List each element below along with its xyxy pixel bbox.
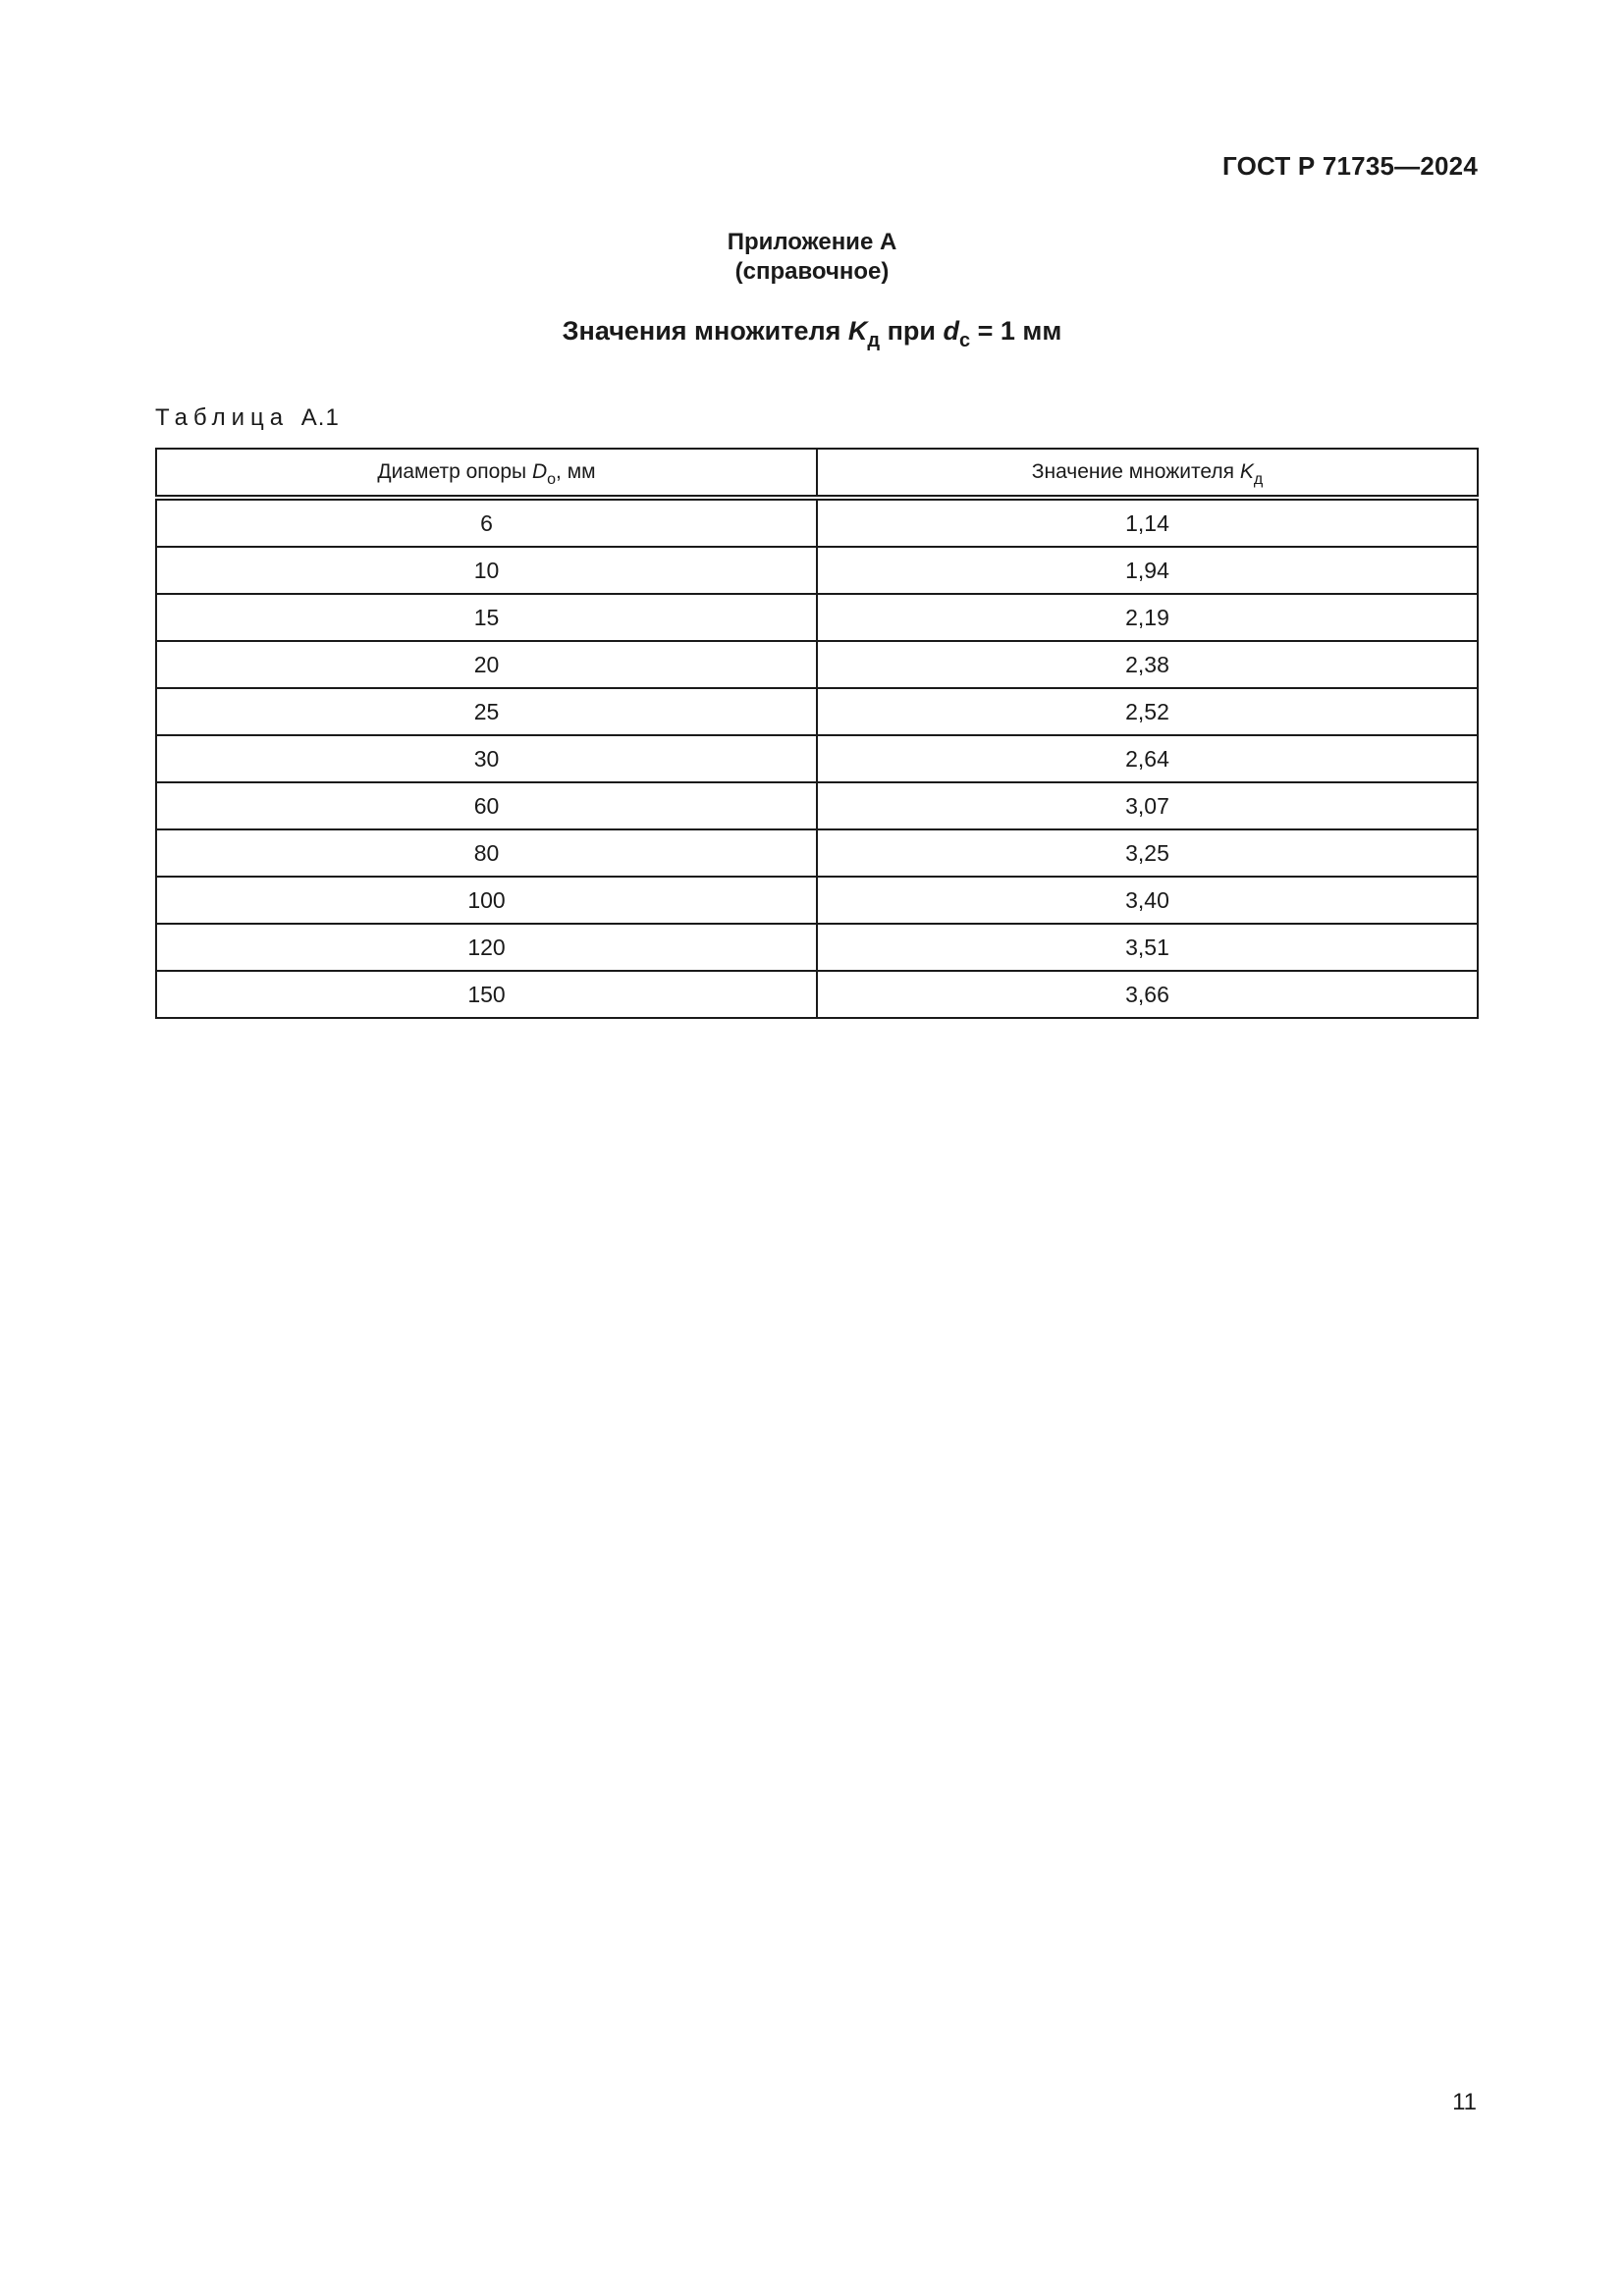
header-multiplier-prefix: Значение множителя [1031, 460, 1240, 483]
table-header-row [156, 449, 1478, 498]
table-row [156, 829, 1478, 877]
table-row [156, 782, 1478, 829]
cell-diameter: 15 [156, 594, 817, 641]
table-row [156, 735, 1478, 782]
cell-diameter: 30 [156, 735, 817, 782]
header-diameter-prefix: Диаметр опоры [377, 460, 532, 483]
header-diameter-subscript: о [547, 471, 557, 488]
cell-multiplier: 3,66 [817, 971, 1478, 1018]
cell-multiplier: 1,14 [817, 498, 1478, 547]
appendix-heading [0, 228, 1624, 287]
table-row [156, 877, 1478, 924]
header-multiplier-symbol: K [1239, 460, 1254, 483]
cell-diameter: 120 [156, 924, 817, 971]
table-label [155, 404, 340, 432]
table-row [156, 641, 1478, 688]
cell-diameter: 150 [156, 971, 817, 1018]
cell-diameter: 60 [156, 782, 817, 829]
table-row [156, 688, 1478, 735]
cell-diameter: 20 [156, 641, 817, 688]
cell-multiplier: 3,40 [817, 877, 1478, 924]
table-label-number: А.1 [300, 404, 340, 431]
appendix-title-prefix: Значения множителя [562, 316, 848, 346]
cell-multiplier: 2,38 [817, 641, 1478, 688]
table-row [156, 594, 1478, 641]
cell-multiplier: 2,64 [817, 735, 1478, 782]
cell-diameter: 25 [156, 688, 817, 735]
header-diameter [156, 449, 817, 498]
header-diameter-symbol: D [531, 460, 548, 483]
cell-diameter: 10 [156, 547, 817, 594]
table-row [156, 924, 1478, 971]
appendix-title-subscript-d: д [867, 330, 881, 351]
cell-multiplier: 3,07 [817, 782, 1478, 829]
cell-multiplier: 1,94 [817, 547, 1478, 594]
multiplier-table [155, 448, 1479, 1019]
cell-diameter: 80 [156, 829, 817, 877]
cell-diameter: 100 [156, 877, 817, 924]
cell-multiplier: 3,51 [817, 924, 1478, 971]
table-row [156, 971, 1478, 1018]
appendix-title-suffix: = 1 мм [970, 316, 1062, 346]
table-row [156, 547, 1478, 594]
header-multiplier [817, 449, 1478, 498]
appendix-status: (справочное) [734, 258, 890, 285]
header-multiplier-subscript: д [1253, 471, 1264, 488]
table-row [156, 498, 1478, 547]
appendix-title-symbol-d: d [943, 316, 959, 346]
table-label-word: Таблица [155, 404, 290, 431]
cell-multiplier: 2,52 [817, 688, 1478, 735]
appendix-title-subscript-c: с [958, 330, 971, 351]
cell-diameter: 6 [156, 498, 817, 547]
appendix-title-middle: при [880, 316, 944, 346]
document-code: ГОСТ Р 71735—2024 [1222, 151, 1478, 181]
cell-multiplier: 3,25 [817, 829, 1478, 877]
header-diameter-suffix: , мм [556, 460, 596, 483]
page-number: 11 [1452, 2089, 1477, 2115]
appendix-title [0, 316, 1624, 351]
appendix-label: Приложение А [727, 229, 897, 255]
appendix-title-symbol-k: K [847, 316, 868, 346]
cell-multiplier: 2,19 [817, 594, 1478, 641]
